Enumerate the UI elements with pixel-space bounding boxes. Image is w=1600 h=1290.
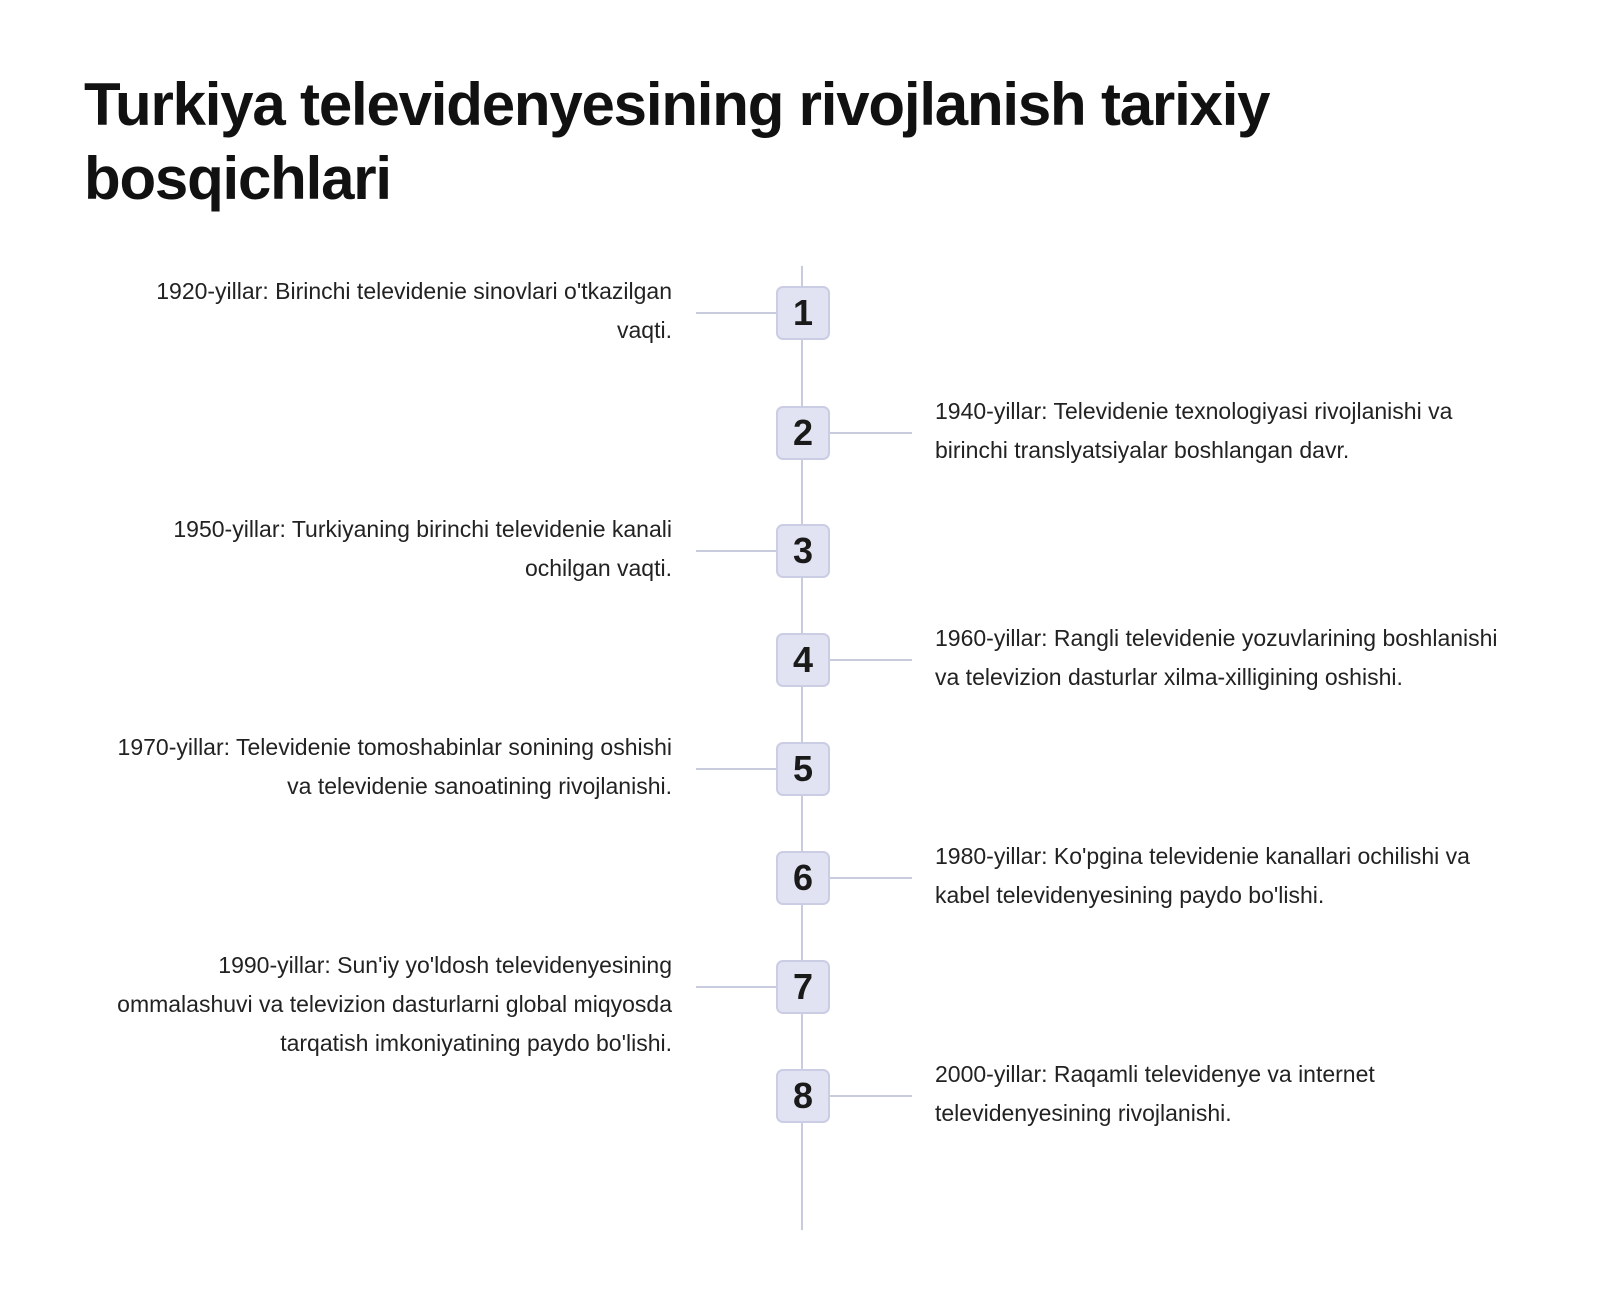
step-connector: [830, 659, 912, 661]
step-description: 1990-yillar: Sun'iy yo'ldosh televidenyesining ommalashuvi va televizion dasturlarni global miqyosda tarqatish imkoniyatining paydo bo'lishi.: [117, 952, 672, 1056]
step-connector: [830, 877, 912, 879]
timeline-step-1: [0, 278, 1600, 343]
step-number-badge: 8: [776, 1069, 830, 1123]
step-description: 1970-yillar: Televidenie tomoshabinlar sonining oshishi va televidenie sanoatining rivojlanishi.: [117, 734, 672, 799]
step-connector: [696, 768, 776, 770]
timeline-step-2: [0, 398, 1600, 463]
step-connector: [696, 550, 776, 552]
step-connector: [696, 312, 776, 314]
timeline-step-5: [0, 734, 1600, 799]
timeline-step-7: [0, 952, 1600, 1056]
step-number-badge: 4: [776, 633, 830, 687]
page-title: Turkiya televidenyesining rivojlanish tarixiy bosqichlari: [84, 71, 1270, 212]
timeline-step-6: [0, 843, 1600, 908]
timeline-step-3: [0, 516, 1600, 581]
step-number-badge: 5: [776, 742, 830, 796]
step-number-badge: 6: [776, 851, 830, 905]
step-number-badge: 1: [776, 286, 830, 340]
step-description: 1950-yillar: Turkiyaning birinchi televidenie kanali ochilgan vaqti.: [173, 516, 672, 581]
step-description: 1940-yillar: Televidenie texnologiyasi rivojlanishi va birinchi translyatsiyalar boshlangan davr.: [935, 398, 1453, 463]
step-description: 1980-yillar: Ko'pgina televidenie kanallari ochilishi va kabel televidenyesining paydo bo'lishi.: [935, 843, 1470, 908]
step-connector: [696, 986, 776, 988]
step-number-badge: 7: [776, 960, 830, 1014]
step-number-badge: 3: [776, 524, 830, 578]
step-connector: [830, 1095, 912, 1097]
step-description: 2000-yillar: Raqamli televidenye va internet televidenyesining rivojlanishi.: [935, 1061, 1375, 1126]
timeline-step-8: [0, 1061, 1600, 1126]
step-description: 1920-yillar: Birinchi televidenie sinovlari o'tkazilgan vaqti.: [156, 278, 672, 343]
timeline-step-4: [0, 625, 1600, 690]
step-number-badge: 2: [776, 406, 830, 460]
step-connector: [830, 432, 912, 434]
step-description: 1960-yillar: Rangli televidenie yozuvlarining boshlanishi va televizion dasturlar xilma-xilligining oshishi.: [935, 625, 1498, 690]
